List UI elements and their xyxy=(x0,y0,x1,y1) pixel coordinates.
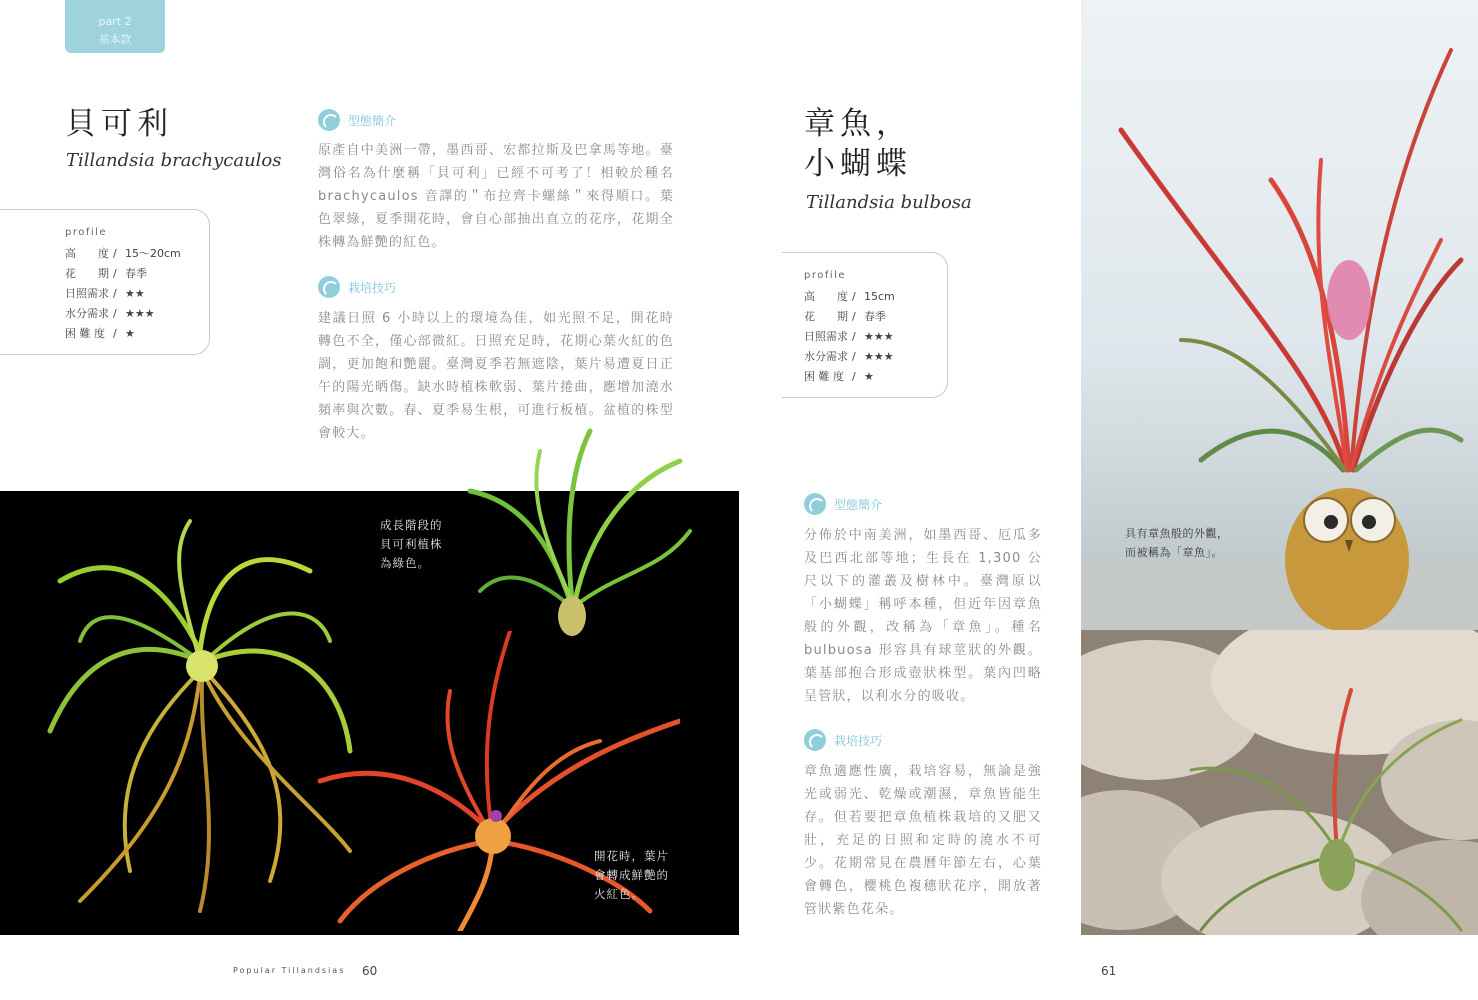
left-section1-text: 原產自中美洲一帶，墨西哥、宏都拉斯及巴拿馬等地。臺灣俗名為什麼稱「貝可利」已經不可考了！相較於種名 brachycaulos 音譯的＂布拉齊卡螺絲＂來得順口。葉色翠綠，夏季開花時，會自心部抽出直立的花序，花期全株轉為鮮艷的紅色。 xyxy=(318,143,674,250)
part-tab xyxy=(65,0,165,53)
footer-book-title: Popular Tillandsias xyxy=(233,966,346,975)
profile-heading: profile xyxy=(804,270,847,281)
right-title-latin: Tillandsia bulbosa xyxy=(806,192,972,213)
right-section2-heading: 栽培技巧 xyxy=(804,729,882,751)
left-title-latin: Tillandsia brachycaulos xyxy=(66,150,282,171)
profile-row-sun: 日照需求 / ★★★ xyxy=(804,330,894,343)
profile-row-difficulty: 困 難 度 / ★ xyxy=(804,370,874,383)
profile-row-bloom: 花 期 / 春季 xyxy=(804,310,886,323)
leaf-circle-icon xyxy=(804,729,826,751)
part-tab-line1: part 2 xyxy=(98,15,132,28)
right-profile-box xyxy=(782,252,948,398)
left-section2-heading: 栽培技巧 xyxy=(318,276,396,298)
left-section2-text: 建議日照 6 小時以上的環境為佳，如光照不足，開花時轉色不全，僅心部微紅。日照充足時，花期心葉火紅的色調，更加飽和艷麗。臺灣夏季若無遮陰，葉片易遭夏日正午的陽光晒傷。缺水時植株軟弱、葉片捲曲，應增加澆水頻率與次數。春、夏季易生根，可進行板植。盆植的株型會較大。 xyxy=(318,311,674,441)
profile-row-sun: 日照需求 / ★★ xyxy=(65,287,145,300)
caption-growth-stage: 成長階段的 貝可利植株 為綠色。 xyxy=(380,518,443,570)
leaf-circle-icon xyxy=(318,109,340,131)
caption-flowering: 開花時，葉片 會轉成鮮艷的 火紅色。 xyxy=(594,849,669,901)
profile-row-height: 高 度 / 15～20cm xyxy=(65,247,181,260)
profile-row-bloom: 花 期 / 春季 xyxy=(65,267,147,280)
stones-photo xyxy=(1081,630,1478,935)
green-plant-small-illustration xyxy=(460,421,700,641)
profile-row-water: 水分需求 / ★★★ xyxy=(65,307,155,320)
profile-row-water: 水分需求 / ★★★ xyxy=(804,350,894,363)
leaf-circle-icon xyxy=(318,276,340,298)
left-title-cn: 貝可利 xyxy=(65,106,173,142)
page-number-left: 60 xyxy=(362,964,378,978)
profile-rows xyxy=(65,244,181,344)
left-profile-box xyxy=(0,209,210,355)
plant-photo-panel xyxy=(0,491,739,935)
caption-octopus: 具有章魚般的外觀， 而被稱為「章魚」。 xyxy=(1125,527,1229,559)
profile-rows xyxy=(804,287,895,387)
right-section1-heading: 型態簡介 xyxy=(804,493,882,515)
left-section1-heading: 型態簡介 xyxy=(318,109,396,131)
profile-row-height: 高 度 / 15cm xyxy=(804,290,895,303)
right-section2-text: 章魚適應性廣，栽培容易，無論是強光或弱光、乾燥或潮濕，章魚皆能生存。但若要把章魚植株栽培的又肥又壯，充足的日照和定時的澆水不可少。花期常見在農曆年節左右，心葉會轉色，櫻桃色複穗狀花序，開放著管狀紫色花朵。 xyxy=(804,764,1042,917)
right-section1-text: 分佈於中南美洲，如墨西哥、厄瓜多及巴西北部等地；生長在 1,300 公尺以下的灌叢及樹林中。臺灣原以「小蝴蝶」稱呼本種，但近年因章魚般的外觀，改稱為「章魚」。種名 bulbuosa 形容具有球莖狀的外觀。葉基部抱合形成壺狀株型。葉內凹略呈管狀，以利水分的吸收。 xyxy=(804,528,1042,704)
right-title-cn: 章魚， 小蝴蝶 xyxy=(804,106,912,182)
part-tab-line2: 基本款 xyxy=(98,33,132,46)
stones-illustration xyxy=(1081,630,1478,935)
page-number-right: 61 xyxy=(1101,964,1117,978)
profile-heading: profile xyxy=(65,227,108,238)
profile-row-difficulty: 困 難 度 / ★ xyxy=(65,327,135,340)
leaf-circle-icon xyxy=(804,493,826,515)
owl-pot-photo xyxy=(1081,0,1478,630)
